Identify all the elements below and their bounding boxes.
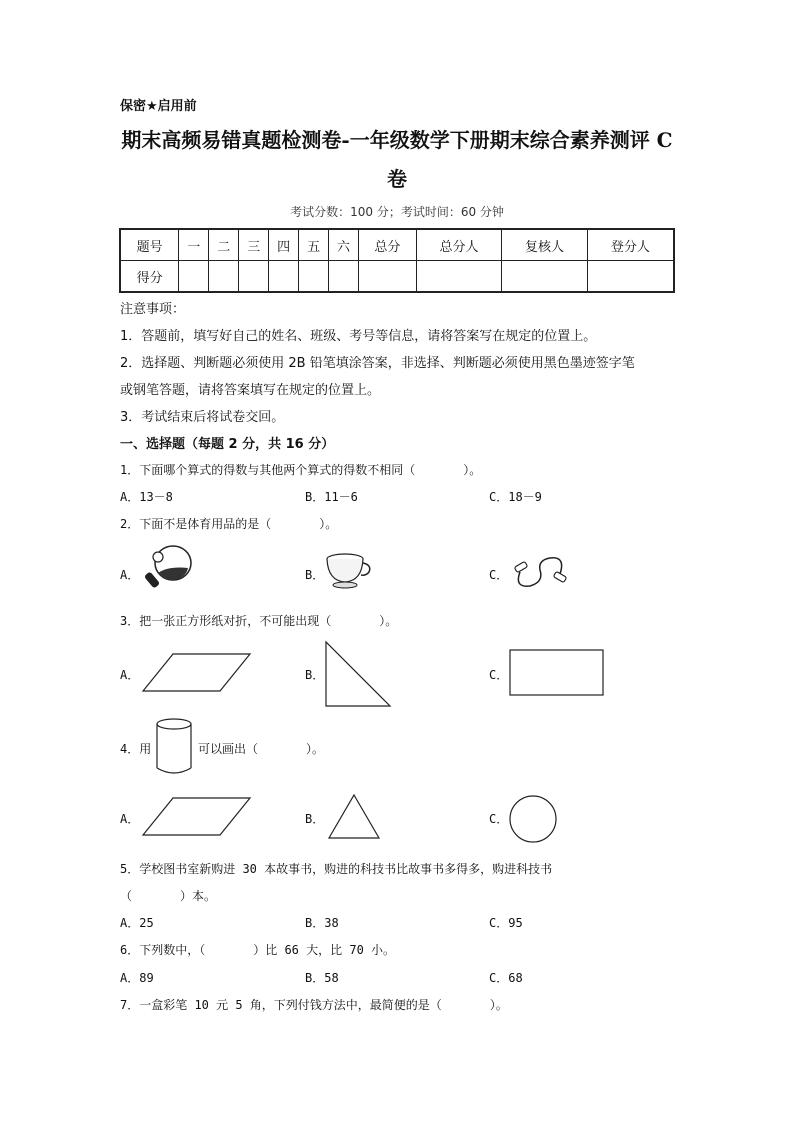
q4-option-a[interactable]: A． <box>120 812 140 826</box>
q1-option-a[interactable]: A．13－8 <box>120 490 173 504</box>
score-input-cell[interactable] <box>587 261 674 293</box>
triangle-shape <box>326 792 382 842</box>
score-input-cell[interactable] <box>269 261 299 293</box>
question-4-text-suffix: 可以画出（ ）。 <box>198 742 325 756</box>
note-item-1: 1．答题前，填写好自己的姓名、班级、考号等信息，请将答案写在规定的位置上。 <box>120 329 597 344</box>
score-table-cell: 二 <box>209 229 239 261</box>
question-2-text: 2．下面不是体育用品的是（ ）。 <box>120 517 338 531</box>
score-table-cell: 四 <box>269 229 299 261</box>
score-input-cell[interactable] <box>239 261 269 293</box>
q2-option-a[interactable]: A． <box>120 568 140 582</box>
circle-shape <box>507 793 559 845</box>
score-table-score-row <box>120 261 674 293</box>
page-title-continued: 卷 <box>387 167 407 191</box>
question-5-text: 5．学校图书室新购进 30 本故事书，购进的科技书比故事书多得多，购进科技书 <box>120 862 553 876</box>
rectangle-shape <box>507 647 607 699</box>
score-input-cell[interactable] <box>416 261 502 293</box>
score-table-cell: 总分人 <box>416 229 502 261</box>
q3-option-b[interactable]: B． <box>305 668 325 682</box>
note-item-3: 3．考试结束后将试卷交回。 <box>120 410 285 425</box>
question-4-text-prefix: 4．用 <box>120 742 152 756</box>
q6-option-c[interactable]: C．68 <box>489 971 523 985</box>
score-table-cell: 登分人 <box>587 229 674 261</box>
note-item-2: 2．选择题、判断题必须使用 2B 铅笔填涂答案，非选择、判断题必须使用黑色墨迹签字笔 <box>120 356 635 371</box>
q2-option-c[interactable]: C． <box>489 568 509 582</box>
ping-pong-paddle-icon <box>140 542 195 590</box>
parallelogram-shape <box>140 650 256 696</box>
confidential-label: 保密★启用前 <box>120 99 197 114</box>
q1-option-c[interactable]: C．18－9 <box>489 490 542 504</box>
score-table-header-row <box>120 229 674 261</box>
score-row-label: 得分 <box>120 261 179 293</box>
jump-rope-icon <box>510 552 570 592</box>
q1-option-b[interactable]: B．11－6 <box>305 490 358 504</box>
score-table <box>119 228 675 293</box>
notes-heading: 注意事项： <box>120 302 186 317</box>
q5-option-c[interactable]: C．95 <box>489 916 523 930</box>
page-title: 期末高频易错真题检测卷-一年级数学下册期末综合素养测评 C <box>121 128 673 152</box>
q3-option-c[interactable]: C． <box>489 668 509 682</box>
score-input-cell[interactable] <box>329 261 359 293</box>
q4-option-b[interactable]: B． <box>305 812 325 826</box>
score-input-cell[interactable] <box>209 261 239 293</box>
question-7-text: 7．一盒彩笔 10 元 5 角，下列付钱方法中，最简便的是（ ）。 <box>120 998 508 1012</box>
teacup-icon <box>321 551 373 591</box>
score-table-cell: 题号 <box>120 229 179 261</box>
q6-option-b[interactable]: B．58 <box>305 971 339 985</box>
score-input-cell[interactable] <box>502 261 588 293</box>
question-1-text: 1．下面哪个算式的得数与其他两个算式的得数不相同（ ）。 <box>120 463 482 477</box>
question-3-text: 3．把一张正方形纸对折，不可能出现（ ）。 <box>120 614 398 628</box>
score-table-cell: 一 <box>179 229 209 261</box>
note-item-2-continued: 或钢笔答题，请将答案填写在规定的位置上。 <box>120 383 381 398</box>
score-input-cell[interactable] <box>179 261 209 293</box>
exam-info: 考试分数：100 分；考试时间：60 分钟 <box>290 205 504 219</box>
score-input-cell[interactable] <box>359 261 417 293</box>
q2-option-b[interactable]: B． <box>305 568 325 582</box>
q5-option-a[interactable]: A．25 <box>120 916 154 930</box>
question-6-text: 6．下列数中，（ ）比 66 大，比 70 小。 <box>120 943 396 957</box>
q5-option-b[interactable]: B．38 <box>305 916 339 930</box>
right-triangle-shape <box>322 638 394 710</box>
q4-option-c[interactable]: C． <box>489 812 509 826</box>
q6-option-a[interactable]: A．89 <box>120 971 154 985</box>
q3-option-a[interactable]: A． <box>120 668 140 682</box>
score-table-cell: 复核人 <box>502 229 588 261</box>
cylinder-icon <box>153 716 195 778</box>
score-table-cell: 六 <box>329 229 359 261</box>
score-table-cell: 三 <box>239 229 269 261</box>
score-table-cell: 总分 <box>359 229 417 261</box>
question-5-text-continued: （ ）本。 <box>120 889 217 903</box>
parallelogram-shape <box>140 794 256 840</box>
section-heading: 一、选择题（每题 2 分，共 16 分） <box>120 437 335 452</box>
score-table-cell: 五 <box>299 229 329 261</box>
score-input-cell[interactable] <box>299 261 329 293</box>
